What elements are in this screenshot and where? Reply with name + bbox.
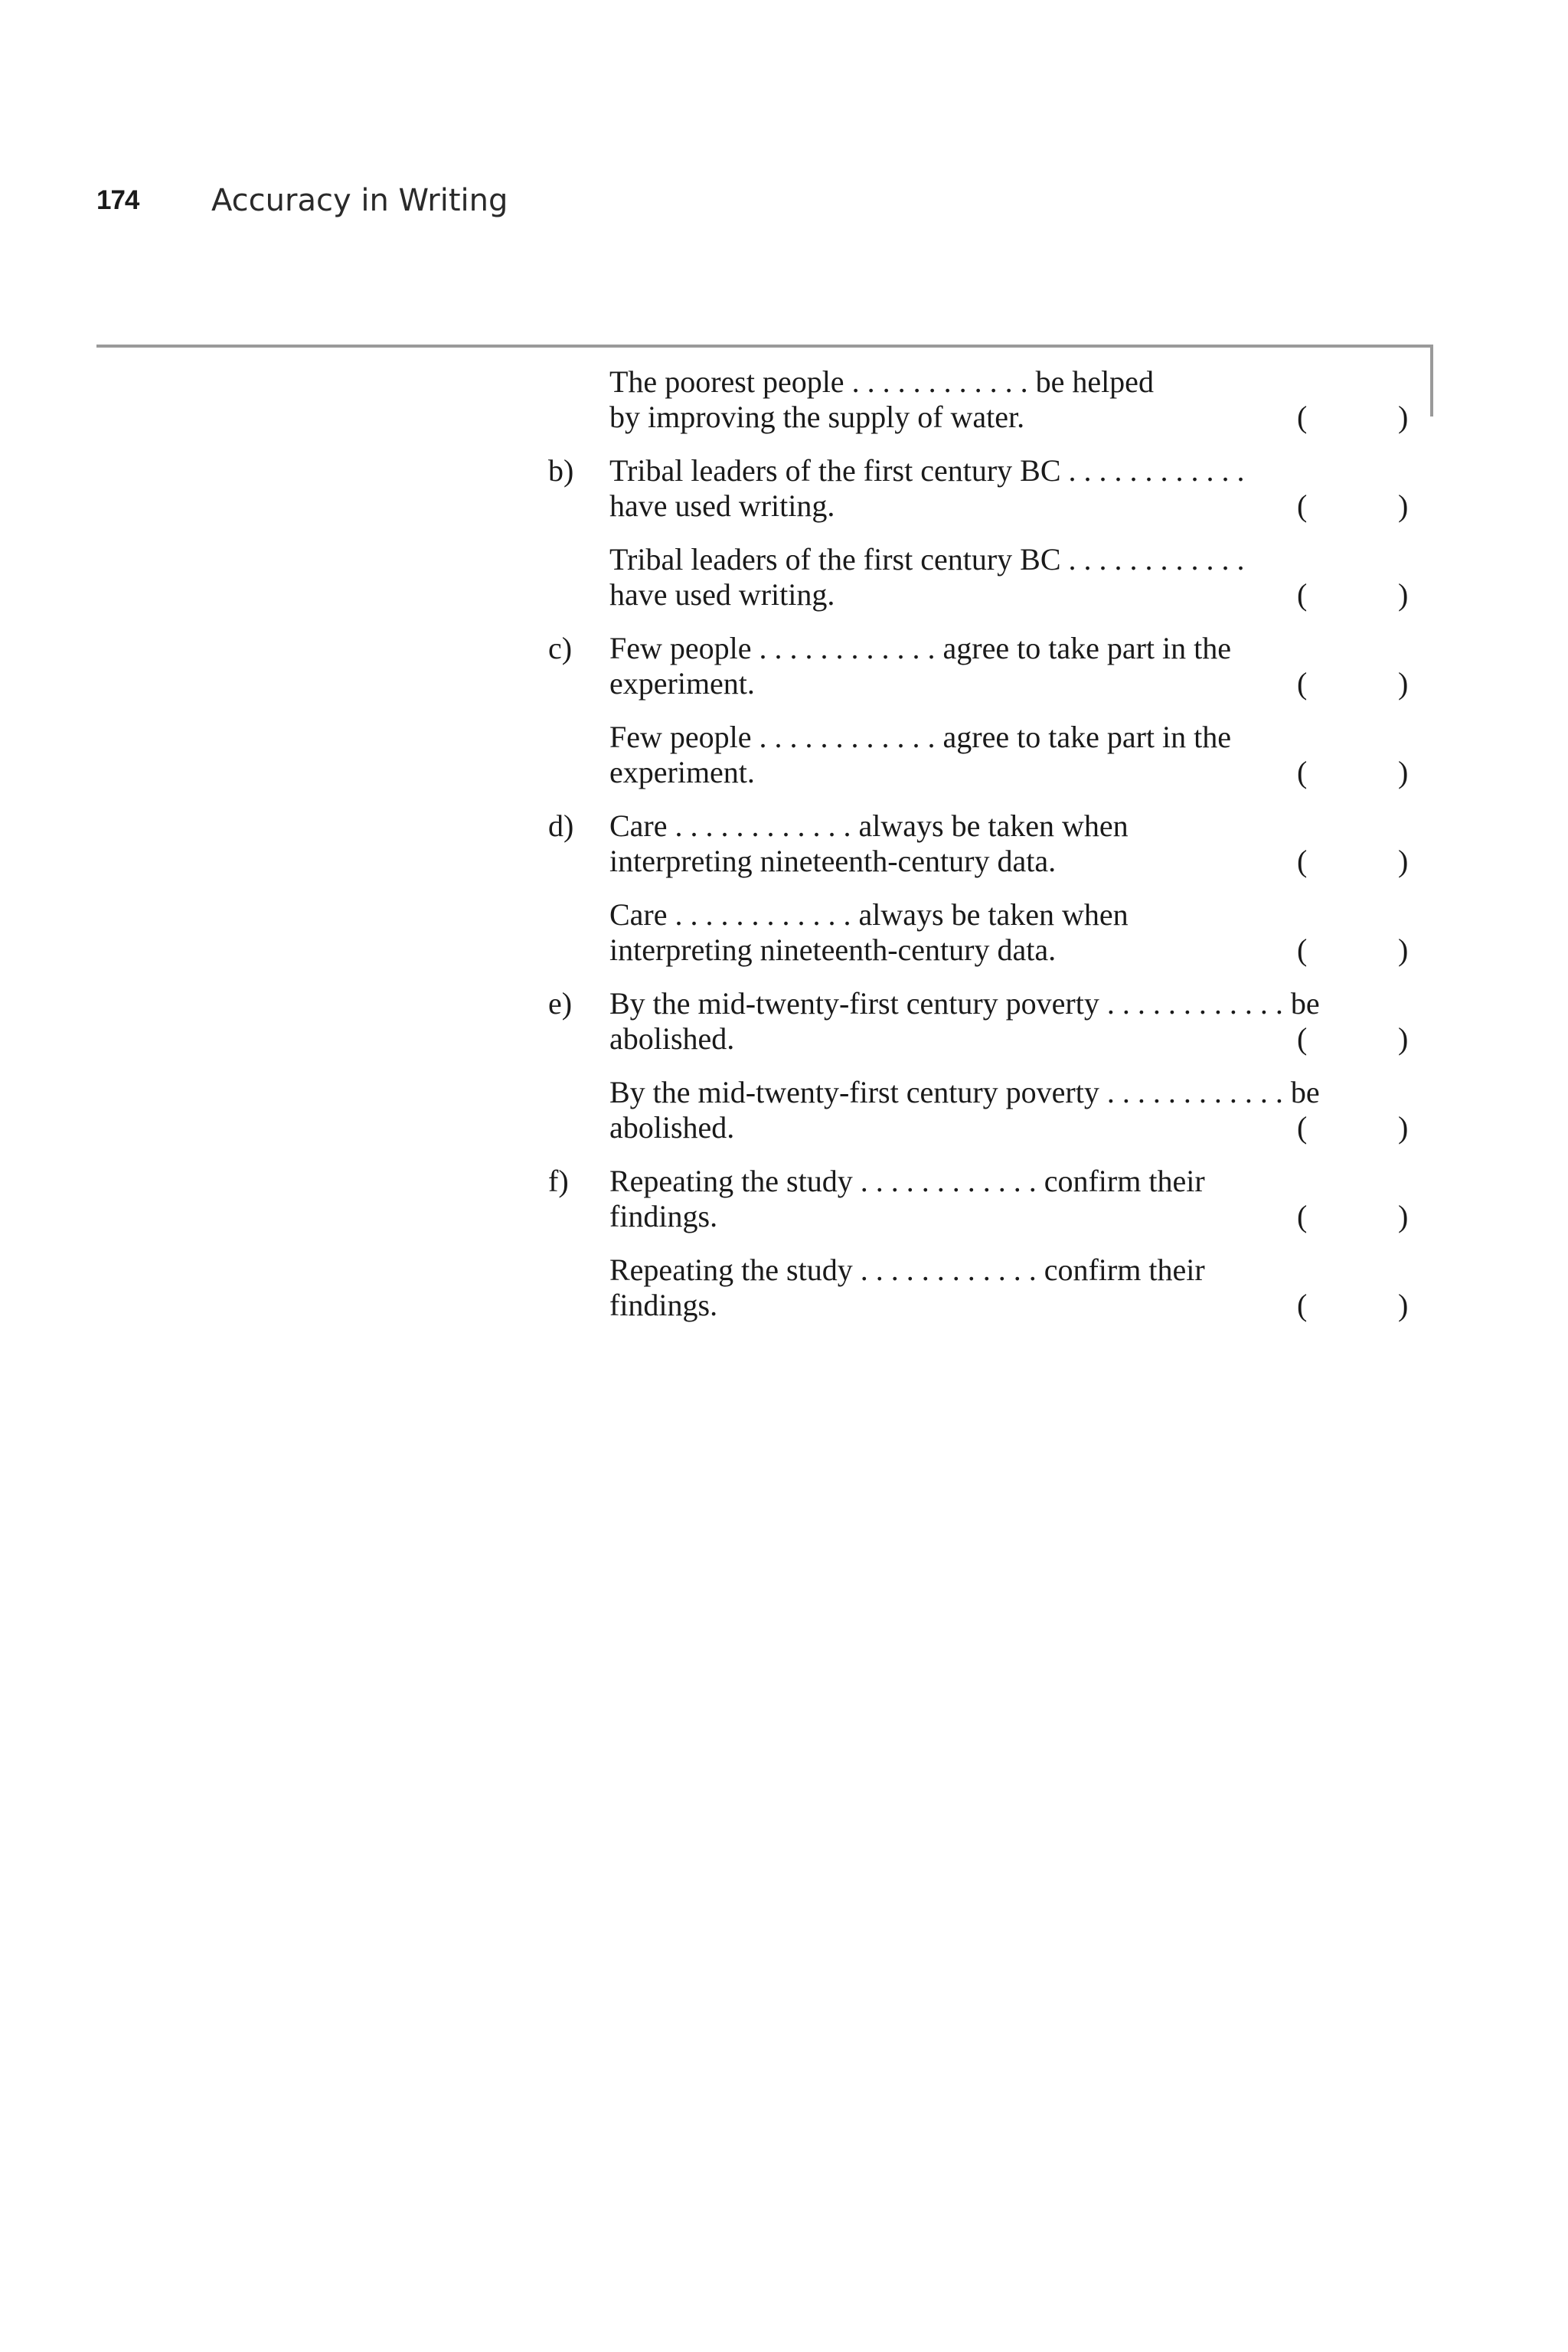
answer-bracket-close: ) — [1398, 755, 1409, 789]
item-sentence-line1: Tribal leaders of the first century BC . . . . . . . . . . . . — [609, 453, 1245, 488]
answer-bracket-close: ) — [1398, 400, 1409, 434]
answer-bracket-open: ( — [1297, 1199, 1308, 1233]
item-sentence-line1: Tribal leaders of the first century BC . . . . . . . . . . . . — [609, 542, 1245, 577]
book-title: Accuracy in Writing — [211, 183, 508, 218]
answer-bracket-open: ( — [1297, 844, 1308, 878]
item-letter: d) — [548, 808, 574, 843]
item-sentence-line1: Few people . . . . . . . . . . . . agree to take part in the — [609, 631, 1231, 665]
item-letter: b) — [548, 453, 574, 488]
answer-bracket-open: ( — [1297, 933, 1308, 967]
exercise-item — [548, 542, 1426, 612]
answer-bracket-open: ( — [1297, 577, 1308, 612]
item-sentence-line1: Few people . . . . . . . . . . . . agree to take part in the — [609, 720, 1231, 754]
header-rule — [96, 345, 1433, 348]
exercise-item — [548, 1253, 1426, 1323]
item-letter: c) — [548, 631, 573, 665]
item-sentence-line2: interpreting nineteenth-century data. — [609, 933, 1057, 967]
exercise-item — [548, 1075, 1426, 1145]
item-letter: e) — [548, 986, 573, 1021]
item-sentence-line2: abolished. — [609, 1021, 735, 1056]
answer-bracket-close: ) — [1398, 1199, 1409, 1233]
item-sentence-line1: Repeating the study . . . . . . . . . . . . confirm their — [609, 1164, 1205, 1198]
answer-bracket-open: ( — [1297, 400, 1308, 434]
item-sentence-line2: interpreting nineteenth-century data. — [609, 844, 1057, 878]
answer-bracket-open: ( — [1297, 1110, 1308, 1145]
answer-bracket-close: ) — [1398, 666, 1409, 701]
answer-bracket-close: ) — [1398, 488, 1409, 523]
item-sentence-line2: findings. — [609, 1199, 718, 1233]
answer-bracket-close: ) — [1398, 844, 1409, 878]
exercise-item — [548, 986, 1426, 1057]
answer-bracket-close: ) — [1398, 933, 1409, 967]
item-sentence-line1: Care . . . . . . . . . . . . always be taken when — [609, 808, 1129, 843]
item-sentence-line1: The poorest people . . . . . . . . . . . . be helped — [609, 364, 1154, 399]
item-sentence-line2: have used writing. — [609, 488, 835, 523]
item-sentence-line2: abolished. — [609, 1110, 735, 1145]
item-sentence-line2: findings. — [609, 1288, 718, 1322]
item-sentence-line1: By the mid-twenty-first century poverty . . . . . . . . . . . . be — [609, 1075, 1320, 1109]
exercise-item — [548, 364, 1426, 435]
item-letter: f) — [548, 1164, 569, 1198]
item-sentence-line2: experiment. — [609, 755, 755, 789]
answer-bracket-open: ( — [1297, 1021, 1308, 1056]
page-number: 174 — [96, 185, 139, 215]
exercise-item — [548, 720, 1426, 790]
item-sentence-line1: Care . . . . . . . . . . . . always be taken when — [609, 897, 1129, 932]
item-sentence-line1: By the mid-twenty-first century poverty . . . . . . . . . . . . be — [609, 986, 1320, 1021]
answer-bracket-open: ( — [1297, 755, 1308, 789]
exercise-list — [548, 364, 1426, 1341]
item-sentence-line2: have used writing. — [609, 577, 835, 612]
exercise-item — [548, 631, 1426, 701]
item-sentence-line2: experiment. — [609, 666, 755, 701]
answer-bracket-close: ) — [1398, 577, 1409, 612]
answer-bracket-close: ) — [1398, 1021, 1409, 1056]
exercise-item — [548, 1164, 1426, 1234]
running-head — [96, 178, 508, 224]
header-rule-tick — [1430, 345, 1433, 416]
answer-bracket-open: ( — [1297, 1288, 1308, 1322]
exercise-item — [548, 808, 1426, 879]
exercise-item — [548, 897, 1426, 968]
item-sentence-line2: by improving the supply of water. — [609, 400, 1025, 434]
answer-bracket-close: ) — [1398, 1288, 1409, 1322]
exercise-item — [548, 453, 1426, 524]
answer-bracket-close: ) — [1398, 1110, 1409, 1145]
item-sentence-line1: Repeating the study . . . . . . . . . . . . confirm their — [609, 1253, 1205, 1287]
answer-bracket-open: ( — [1297, 488, 1308, 523]
answer-bracket-open: ( — [1297, 666, 1308, 701]
